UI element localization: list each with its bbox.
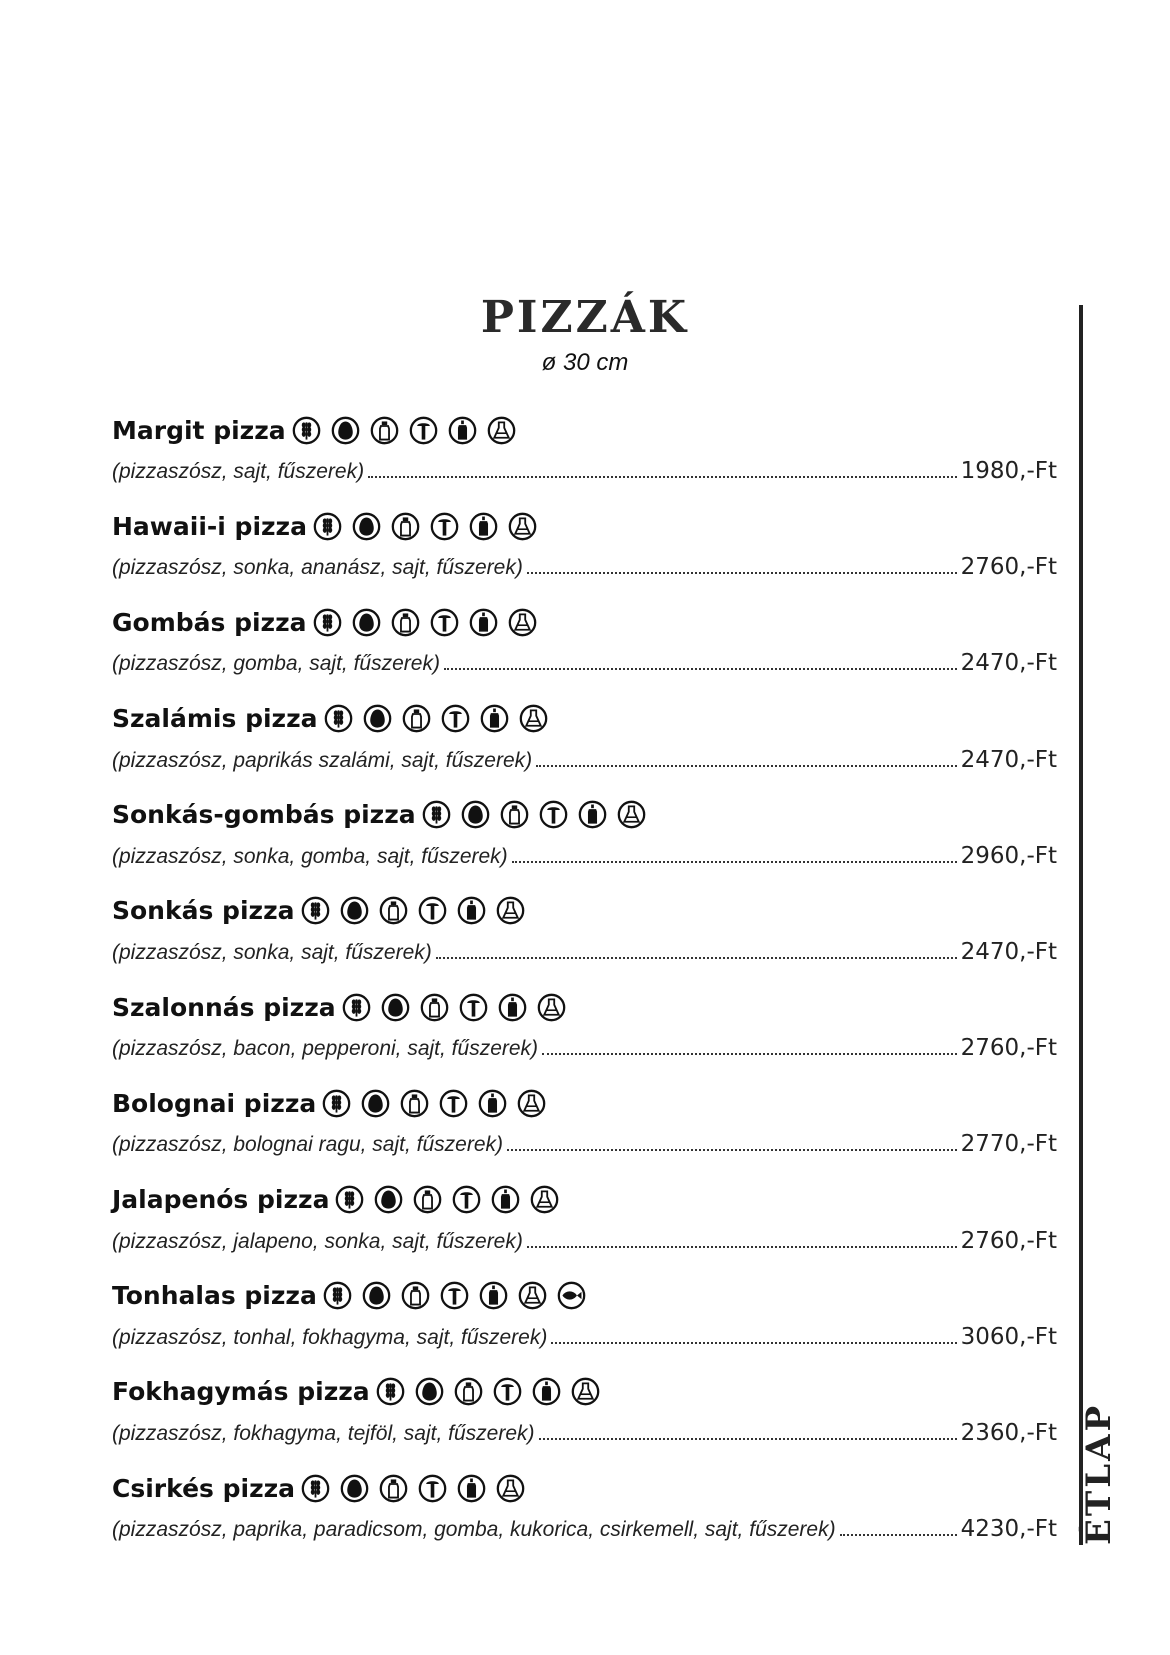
gluten-icon [292, 416, 321, 445]
menu-item-name: Csirkés pizza [112, 1473, 296, 1503]
egg-icon [374, 1185, 403, 1214]
menu-item-description: (pizzaszósz, tonhal, fokhagyma, sajt, fűszerek) [112, 1325, 548, 1349]
allergen-icons [301, 1474, 535, 1503]
menu-item-description: (pizzaszósz, bacon, pepperoni, sajt, fűszerek) [112, 1037, 539, 1061]
milk-icon [500, 800, 529, 829]
menu-item-details [112, 1410, 1057, 1446]
sulphite-icon [487, 416, 516, 445]
milk-icon [402, 704, 431, 733]
gluten-icon [301, 896, 330, 925]
allergen-icons [322, 1089, 556, 1118]
gluten-icon [301, 1474, 330, 1503]
menu-item-description: (pizzaszósz, fokhagyma, tejföl, sajt, fűszerek) [112, 1421, 535, 1445]
sulphite-icon [519, 704, 548, 733]
menu-item-heading [112, 701, 1057, 737]
menu-item-name: Bolognai pizza [112, 1088, 317, 1118]
menu-item-price: 2770,-Ft [960, 1131, 1057, 1158]
egg-icon [362, 1281, 391, 1310]
celery-icon [430, 608, 459, 637]
dot-leader [539, 1438, 957, 1440]
page-header [0, 292, 1170, 378]
menu-item-price: 2960,-Ft [960, 842, 1057, 869]
dot-leader [444, 668, 957, 670]
celery-icon [459, 993, 488, 1022]
fish-icon [557, 1281, 586, 1310]
menu-item [112, 1278, 1057, 1374]
menu-item-price: 2360,-Ft [960, 1419, 1057, 1446]
menu-item-heading [112, 508, 1057, 544]
mustard-icon [469, 512, 498, 541]
gluten-icon [322, 1089, 351, 1118]
menu-item-price: 2470,-Ft [960, 938, 1057, 965]
gluten-icon [313, 512, 342, 541]
menu-item-description: (pizzaszósz, gomba, sajt, fűszerek) [112, 652, 440, 676]
sulphite-icon [496, 896, 525, 925]
menu-item-description: (pizzaszósz, sonka, gomba, sajt, fűszerek) [112, 844, 508, 868]
milk-icon [379, 1474, 408, 1503]
milk-icon [391, 512, 420, 541]
menu-item-details [112, 1218, 1057, 1254]
menu-item-price: 2470,-Ft [960, 650, 1057, 677]
menu-item-name: Hawaii-i pizza [112, 511, 307, 541]
gluten-icon [313, 608, 342, 637]
mustard-icon [457, 896, 486, 925]
side-divider [1079, 305, 1083, 1545]
allergen-icons [422, 800, 656, 829]
menu-item [112, 893, 1057, 989]
menu-item-name: Sonkás pizza [112, 896, 295, 926]
menu-item-details [112, 1506, 1057, 1542]
menu-item-name: Szalonnás pizza [112, 992, 336, 1022]
menu-item-details [112, 544, 1057, 580]
allergen-icons [292, 416, 526, 445]
menu-item-description: (pizzaszósz, sonka, ananász, sajt, fűszerek) [112, 556, 523, 580]
milk-icon [454, 1377, 483, 1406]
egg-icon [381, 993, 410, 1022]
menu-item-name: Szalámis pizza [112, 704, 318, 734]
celery-icon [418, 896, 447, 925]
menu-item-heading [112, 989, 1057, 1025]
mustard-icon [469, 608, 498, 637]
sulphite-icon [496, 1474, 525, 1503]
side-label: ÉTLAP [1079, 1402, 1119, 1545]
menu-item-description: (pizzaszósz, bolognai ragu, sajt, fűszerek) [112, 1133, 504, 1157]
dot-leader [536, 765, 956, 767]
menu-item-details [112, 1121, 1057, 1157]
celery-icon [409, 416, 438, 445]
egg-icon [361, 1089, 390, 1118]
sulphite-icon [571, 1377, 600, 1406]
allergen-icons [324, 704, 558, 733]
milk-icon [370, 416, 399, 445]
menu-item-heading [112, 1470, 1057, 1506]
allergen-icons [313, 608, 547, 637]
menu-item-name: Tonhalas pizza [112, 1281, 317, 1311]
sulphite-icon [617, 800, 646, 829]
menu-item-details [112, 1025, 1057, 1061]
menu-item-heading [112, 412, 1057, 448]
sulphite-icon [518, 1281, 547, 1310]
menu-item [112, 701, 1057, 797]
mustard-icon [478, 1089, 507, 1118]
dot-leader [551, 1342, 956, 1344]
milk-icon [420, 993, 449, 1022]
menu-item-price: 2760,-Ft [960, 1035, 1057, 1062]
menu-item-price: 4230,-Ft [960, 1516, 1057, 1543]
celery-icon [430, 512, 459, 541]
menu-item-details [112, 929, 1057, 965]
gluten-icon [342, 993, 371, 1022]
menu-item-price: 2760,-Ft [960, 1227, 1057, 1254]
menu-item [112, 1374, 1057, 1470]
mustard-icon [491, 1185, 520, 1214]
mustard-icon [532, 1377, 561, 1406]
menu-item-description: (pizzaszósz, jalapeno, sonka, sajt, fűszerek) [112, 1229, 523, 1253]
menu-item-price: 2470,-Ft [960, 746, 1057, 773]
allergen-icons [335, 1185, 569, 1214]
mustard-icon [448, 416, 477, 445]
sulphite-icon [508, 512, 537, 541]
mustard-icon [578, 800, 607, 829]
celery-icon [418, 1474, 447, 1503]
sulphite-icon [508, 608, 537, 637]
menu-item-name: Margit pizza [112, 415, 286, 445]
menu-item-heading [112, 1374, 1057, 1410]
dot-leader [512, 861, 957, 863]
menu-list [112, 412, 1057, 1566]
dot-leader [840, 1534, 957, 1536]
menu-item-name: Gombás pizza [112, 607, 307, 637]
gluten-icon [335, 1185, 364, 1214]
allergen-icons [301, 896, 535, 925]
egg-icon [331, 416, 360, 445]
mustard-icon [457, 1474, 486, 1503]
menu-item-details [112, 640, 1057, 676]
egg-icon [415, 1377, 444, 1406]
page-title: PIZZÁK [480, 292, 690, 343]
menu-item [112, 1182, 1057, 1278]
celery-icon [439, 1089, 468, 1118]
menu-item-description: (pizzaszósz, paprikás szalámi, sajt, fűszerek) [112, 748, 533, 772]
menu-item-name: Jalapenós pizza [112, 1185, 330, 1214]
egg-icon [363, 704, 392, 733]
mustard-icon [480, 704, 509, 733]
dot-leader [527, 1246, 957, 1248]
egg-icon [352, 512, 381, 541]
allergen-icons [342, 993, 576, 1022]
dot-leader [507, 1149, 957, 1151]
menu-item-description: (pizzaszósz, paprika, paradicsom, gomba, kukorica, csirkemell, sajt, fűszerek) [112, 1518, 836, 1542]
mustard-icon [479, 1281, 508, 1310]
egg-icon [352, 608, 381, 637]
sulphite-icon [530, 1185, 559, 1214]
mustard-icon [498, 993, 527, 1022]
menu-item-heading [112, 1085, 1057, 1121]
milk-icon [391, 608, 420, 637]
size-subtitle: ø 30 cm [541, 349, 629, 376]
menu-item-name: Fokhagymás pizza [112, 1377, 370, 1407]
menu-item-heading [112, 1182, 1057, 1218]
allergen-icons [323, 1281, 596, 1310]
menu-item-heading [112, 893, 1057, 929]
dot-leader [542, 1053, 957, 1055]
milk-icon [379, 896, 408, 925]
menu-item [112, 508, 1057, 604]
menu-item-details [112, 448, 1057, 484]
celery-icon [441, 704, 470, 733]
egg-icon [461, 800, 490, 829]
egg-icon [340, 896, 369, 925]
menu-item [112, 1470, 1057, 1566]
egg-icon [340, 1474, 369, 1503]
menu-item-details [112, 833, 1057, 869]
menu-item-heading [112, 1278, 1057, 1314]
menu-item-heading [112, 797, 1057, 833]
milk-icon [400, 1089, 429, 1118]
celery-icon [452, 1185, 481, 1214]
menu-item-heading [112, 604, 1057, 640]
allergen-icons [313, 512, 547, 541]
dot-leader [368, 476, 957, 478]
menu-item-name: Sonkás-gombás pizza [112, 800, 416, 830]
menu-item-price: 1980,-Ft [960, 458, 1057, 484]
menu-item-description: (pizzaszósz, sonka, sajt, fűszerek) [112, 940, 432, 964]
gluten-icon [323, 1281, 352, 1310]
allergen-icons [376, 1377, 610, 1406]
menu-item [112, 1085, 1057, 1181]
menu-item-price: 2760,-Ft [960, 554, 1057, 581]
menu-item-description: (pizzaszósz, sajt, fűszerek) [112, 460, 365, 483]
gluten-icon [376, 1377, 405, 1406]
sulphite-icon [537, 993, 566, 1022]
menu-item-details [112, 737, 1057, 773]
celery-icon [440, 1281, 469, 1310]
menu-item [112, 604, 1057, 700]
menu-item-details [112, 1314, 1057, 1350]
gluten-icon [324, 704, 353, 733]
dot-leader [527, 572, 957, 574]
milk-icon [401, 1281, 430, 1310]
menu-item [112, 412, 1057, 508]
menu-item [112, 989, 1057, 1085]
dot-leader [436, 957, 957, 959]
celery-icon [493, 1377, 522, 1406]
sulphite-icon [517, 1089, 546, 1118]
menu-item-price: 3060,-Ft [960, 1323, 1057, 1350]
menu-item [112, 797, 1057, 893]
milk-icon [413, 1185, 442, 1214]
gluten-icon [422, 800, 451, 829]
celery-icon [539, 800, 568, 829]
